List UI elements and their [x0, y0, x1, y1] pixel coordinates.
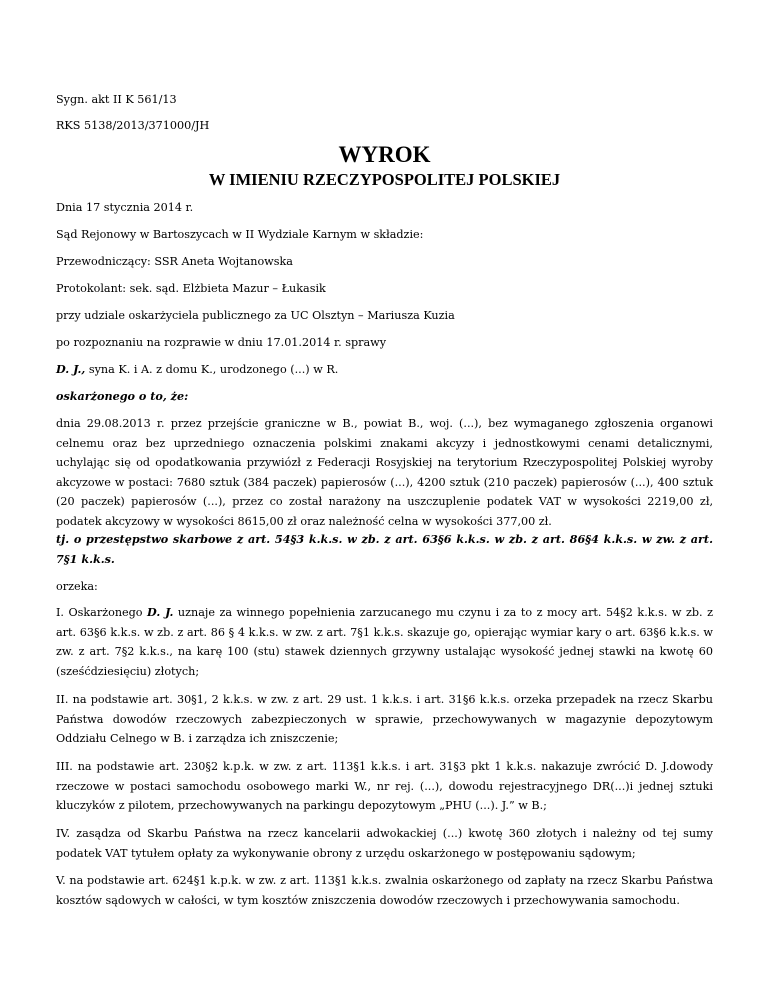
rks-number: RKS 5138/2013/371000/JH	[56, 119, 210, 132]
charge-heading: oskarżonego o to, że:	[56, 389, 189, 403]
court-clerk: Protokolant: sek. sąd. Elżbieta Mazur – Łukasik	[56, 282, 326, 295]
verdict-point-1-text: uznaje za winnego popełnienia zarzucanego mu czynu i za to z mocy art. 54§2 k.k.s. w zb. z art. 63§6 k.k.s. w zb. z art. 86 § 4 k.k.s. w zw. z art. 7§1 k.k.s. skazuje go, opierając wymiar kary o art. 63§6 k.k.s. w zw. z art. 7§2 k.k.s., na karę 100 (stu) stawek dziennych grzywny ustalając wysokość jednej stawki na kwotę 60 (sześćdziesięciu) złotych;	[56, 606, 713, 678]
verdict-date: Dnia 17 stycznia 2014 r.	[56, 201, 194, 214]
hearing-line: po rozpoznaniu na rozprawie w dniu 17.01.2014 r. sprawy	[56, 336, 387, 349]
case-signature: Sygn. akt II K 561/13	[56, 93, 177, 106]
verdict-point-1-name: D. J.	[147, 605, 174, 619]
verdict-point-1	[56, 603, 713, 681]
verdict-subtitle: W IMIENIU RZECZYPOSPOLITEJ POLSKIEJ	[208, 170, 561, 189]
defendant-details: syna K. i A. z domu K., urodzonego (...) w R.	[85, 363, 339, 376]
charge-qualification: tj. o przestępstwo skarbowe z art. 54§3 k.k.s. w zb. z art. 63§6 k.k.s. w zb. z art. 86§4 k.k.s. w zw. z art. 7§1 k.k.s.	[56, 532, 713, 566]
defendant-line	[56, 360, 713, 380]
verdict-intro: orzeka:	[56, 580, 98, 593]
verdict-point-4: IV. zasądza od Skarbu Państwa na rzecz kancelarii adwokackiej (...) kwotę 360 złotych i należny od tej sumy podatek VAT tytułem opłaty za wykonywanie obrony z urzędu oskarżonego w postępowaniu sądowym;	[56, 827, 713, 860]
charge-description: dnia 29.08.2013 r. przez przejście graniczne w B., powiat B., woj. (...), bez wymaganego zgłoszenia organowi celnemu oraz bez uprzedniego oznaczenia polskimi znakami akcyzy i jednostkowymi cenami detalicznymi, uchylając się od opodatkowania przywiózł z Federacji Rosyjskiej na terytorium Rzeczypospolitej Polskiej wyroby akcyzowe w postaci: 7680 sztuk (384 paczek) papierosów (...), 4200 sztuk (210 paczek) papierosów (...), 400 sztuk (20 paczek) papierosów (...), przez co został narażony na uszczuplenie podatek VAT w wysokości 2219,00 zł, podatek akcyzowy w wysokości 8615,00 zł oraz należność celna w wysokości 377,00 zł.	[56, 417, 713, 528]
prosecutor-line: przy udziale oskarżyciela publicznego za UC Olsztyn – Mariusza Kuzia	[56, 309, 455, 322]
defendant-name: D. J.,	[56, 362, 86, 376]
court-composition: Sąd Rejonowy w Bartoszycach w II Wydziale Karnym w składzie:	[56, 228, 424, 241]
verdict-point-5: V. na podstawie art. 624§1 k.p.k. w zw. z art. 113§1 k.k.s. zwalnia oskarżonego od zapłaty na rzecz Skarbu Państwa kosztów sądowych w całości, w tym kosztów zniszczenia dowodów rzeczowych i przechowywania samochodu.	[56, 874, 713, 907]
verdict-point-1-prefix: I. Oskarżonego	[56, 606, 148, 619]
verdict-point-2: II. na podstawie art. 30§1, 2 k.k.s. w zw. z art. 29 ust. 1 k.k.s. i art. 31§6 k.k.s. orzeka przepadek na rzecz Skarbu Państwa dowodów rzeczowych zabezpieczonych w sprawie, przechowywanych w magazynie depozytowym Oddziału Celnego w B. i zarządza ich zniszczenie;	[56, 693, 713, 745]
verdict-title: WYROK	[338, 142, 431, 167]
verdict-point-3: III. na podstawie art. 230§2 k.p.k. w zw. z art. 113§1 k.k.s. i art. 31§3 pkt 1 k.k.s. nakazuje zwrócić D. J.dowody rzeczowe w postaci samochodu osobowego marki W., nr rej. (...), dowodu rejestracyjnego DR(...)i jednej sztuki kluczyków z pilotem, przechowywanych na parkingu depozytowym „PHU (...). J.” w B.;	[56, 760, 713, 812]
presiding-judge: Przewodniczący: SSR Aneta Wojtanowska	[56, 255, 293, 268]
